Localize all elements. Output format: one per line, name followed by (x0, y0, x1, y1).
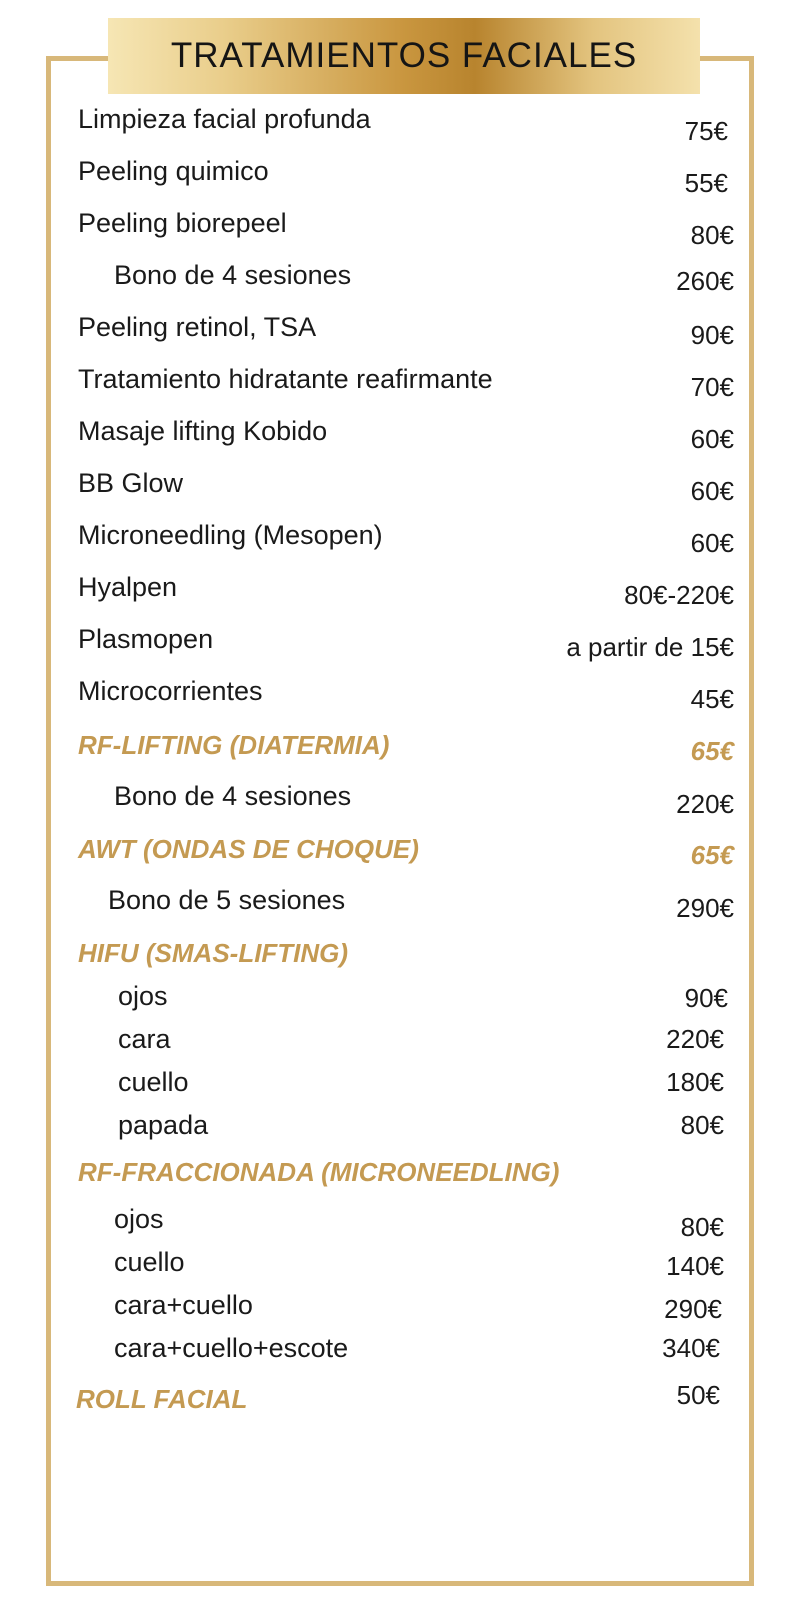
category-price: 65€ (690, 736, 734, 766)
item-label: Tratamiento hidratante reafirmante (78, 364, 493, 394)
item-label: Bono de 4 sesiones (114, 260, 352, 290)
item-label: Peeling quimico (78, 156, 269, 186)
item-label: ojos (114, 1204, 164, 1234)
item-price: 80€ (680, 1212, 724, 1242)
category-label: ROLL FACIAL (76, 1384, 248, 1414)
item-price: 50€ (676, 1380, 720, 1410)
item-label: Hyalpen (78, 572, 178, 602)
item-price: 290€ (664, 1294, 722, 1324)
item-price: 60€ (690, 476, 734, 506)
item-price: 80€ (690, 220, 734, 250)
page-title: TRATAMIENTOS FACIALES (170, 36, 638, 75)
item-label: Bono de 4 sesiones (114, 781, 352, 811)
item-price: 45€ (690, 684, 734, 714)
item-label: cuello (118, 1067, 189, 1097)
item-price: 80€ (680, 1110, 724, 1140)
item-price: 70€ (690, 372, 734, 402)
item-price: a partir de 15€ (566, 632, 734, 662)
item-label: cara+cuello+escote (114, 1333, 349, 1363)
item-label: cara (118, 1024, 171, 1054)
item-price: 75€ (684, 116, 728, 146)
category-label: RF-FRACCIONADA (MICRONEEDLING) (78, 1157, 560, 1187)
item-label: papada (118, 1110, 209, 1140)
item-price: 60€ (690, 528, 734, 558)
item-price: 80€-220€ (624, 580, 734, 610)
item-price: 220€ (676, 789, 734, 819)
item-label: Masaje lifting Kobido (78, 416, 328, 446)
item-price: 55€ (684, 168, 728, 198)
item-price: 90€ (684, 983, 728, 1013)
item-label: Limpieza facial profunda (78, 104, 371, 134)
item-price: 90€ (690, 320, 734, 350)
item-label: Plasmopen (78, 624, 214, 654)
item-label: Microcorrientes (78, 676, 263, 706)
item-label: Microneedling (Mesopen) (78, 520, 383, 550)
item-price: 60€ (690, 424, 734, 454)
category-label: HIFU (SMAS-LIFTING) (78, 938, 349, 968)
item-label: Peeling retinol, TSA (78, 312, 317, 342)
item-price: 180€ (666, 1067, 724, 1097)
category-label: AWT (ONDAS DE CHOQUE) (78, 834, 419, 864)
item-price: 260€ (676, 266, 734, 296)
item-price: 220€ (666, 1024, 724, 1054)
item-price: 140€ (666, 1251, 724, 1281)
category-price: 65€ (690, 840, 734, 870)
item-label: cara+cuello (114, 1290, 253, 1320)
item-price: 340€ (662, 1333, 720, 1363)
item-price: 290€ (676, 893, 734, 923)
item-label: cuello (114, 1247, 185, 1277)
category-label: RF-LIFTING (DIATERMIA) (78, 730, 390, 760)
item-label: ojos (118, 981, 168, 1011)
item-label: BB Glow (78, 468, 184, 498)
item-label: Peeling biorepeel (78, 208, 287, 238)
item-label: Bono de 5 sesiones (108, 885, 346, 915)
title-banner (108, 18, 700, 94)
